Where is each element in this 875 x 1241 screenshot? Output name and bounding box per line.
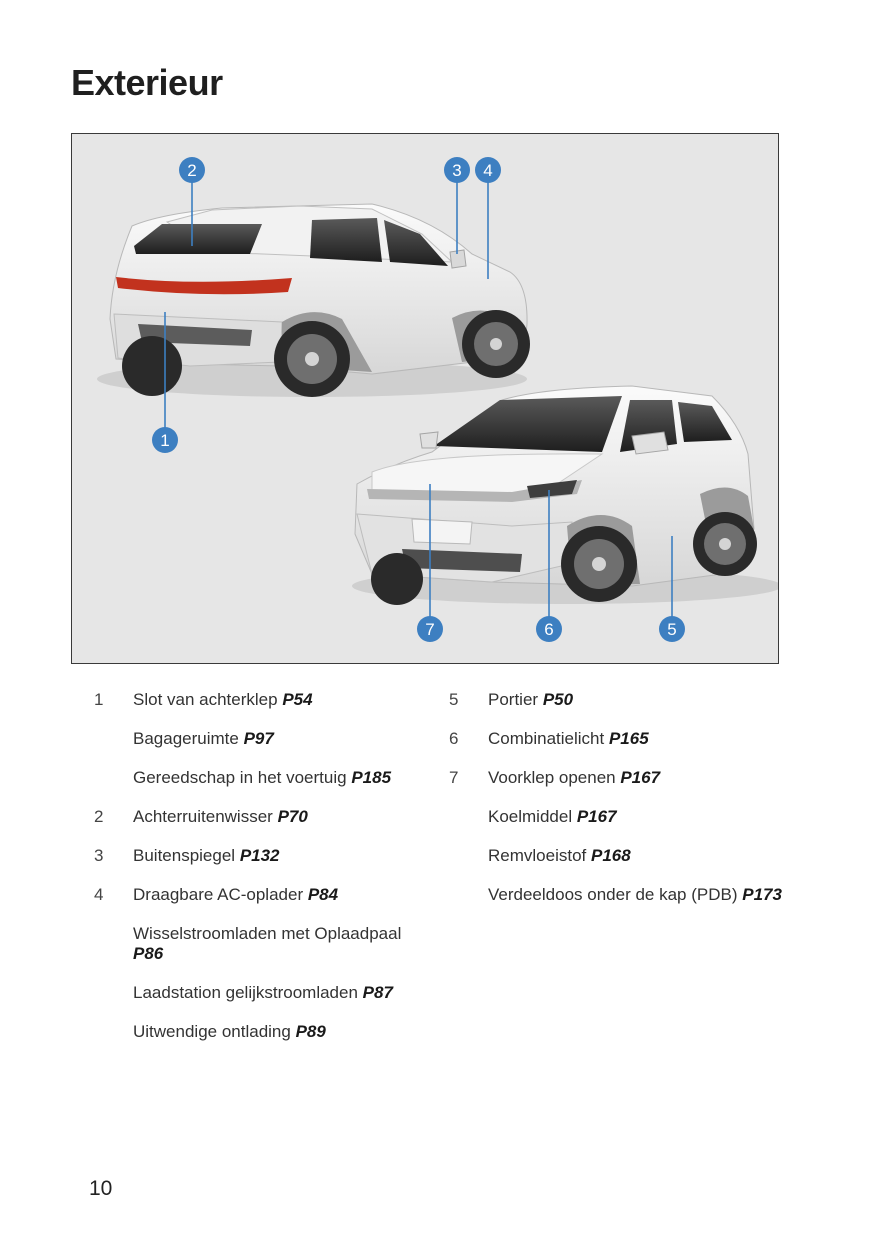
legend-item [94,729,424,768]
page-reference-link[interactable]: P167 [620,768,661,787]
legend-number [94,983,133,1022]
legend-text: Buitenspiegel [133,846,236,865]
legend-number: 6 [449,729,459,748]
page-reference-link[interactable]: P185 [351,768,392,787]
car-illustration [72,134,779,664]
callout-5-label: 5 [667,620,677,639]
page-reference-link[interactable]: P84 [307,885,339,904]
page-reference-link[interactable]: P168 [591,846,631,865]
legend-item [94,983,424,1022]
legend-text: Wisselstroomladen met Oplaadpaal [133,924,402,943]
legend-item [449,690,789,729]
callout-6-label: 6 [544,620,554,639]
legend-number: 5 [449,690,459,709]
callout-3-label: 3 [452,161,462,180]
legend-item [449,885,789,924]
page-reference-link[interactable]: P173 [742,885,782,904]
callout-4 [475,157,501,183]
legend-item [94,846,424,885]
callout-2 [179,157,205,183]
legend-number [94,768,133,807]
legend-number [449,846,488,885]
page-reference-link[interactable]: P89 [295,1022,326,1041]
callout-3 [444,157,470,183]
page-reference-link[interactable]: P87 [362,983,393,1002]
callout-6 [536,616,562,642]
legend-number: 1 [94,690,104,709]
legend-number [94,924,133,983]
legend-text: Slot van achterklep [133,690,278,709]
legend-item [94,807,424,846]
page-reference-link[interactable]: P167 [576,807,617,826]
legend-item [449,846,789,885]
legend-text: Voorklep openen [488,768,616,787]
legend-number: 2 [94,807,104,826]
rear-car-illustration [97,204,530,397]
callout-7-label: 7 [425,620,435,639]
legend-text: Portier [488,690,539,709]
legend-text: Achterruitenwisser [133,807,273,826]
legend-number [94,1022,133,1061]
legend-text: Remvloeistof [488,846,587,865]
legend-text: Gereedschap in het voertuig [133,768,347,787]
legend-item [94,924,424,983]
page-reference-link[interactable]: P165 [608,729,649,748]
legend-text: Bagageruimte [133,729,239,748]
legend-item [94,690,424,729]
callout-5 [659,616,685,642]
legend-item [449,729,789,768]
legend-item [449,807,789,846]
legend-number [449,807,488,846]
legend-text: Uitwendige ontlading [133,1022,291,1041]
page-reference-link[interactable]: P86 [133,944,164,963]
page-reference-link[interactable]: P50 [542,690,574,709]
legend-text: Verdeeldoos onder de kap (PDB) [488,885,738,904]
page-reference-link[interactable]: P132 [239,846,280,865]
legend-number [449,885,488,924]
legend-left-column [94,690,424,1061]
legend-number: 4 [94,885,104,904]
page-reference-link[interactable]: P54 [282,690,313,709]
callout-7 [417,616,443,642]
page-reference-link[interactable]: P70 [277,807,308,826]
page-number: 10 [89,1177,113,1200]
legend-item [94,1022,424,1061]
legend-text: Koelmiddel [488,807,573,826]
callout-2-label: 2 [187,161,197,180]
legend-item [94,768,424,807]
legend-right-column [449,690,789,924]
callout-4-label: 4 [483,161,493,180]
legend-number: 3 [94,846,104,865]
legend-text: Draagbare AC-oplader [133,885,304,904]
callout-1-label: 1 [160,431,170,450]
legend-number: 7 [449,768,459,787]
legend-item [449,768,789,807]
front-car-illustration [352,386,779,605]
car-exterior-figure [71,133,779,664]
legend-text: Combinatielicht [488,729,605,748]
page-title: Exterieur [71,62,223,103]
callout-1 [152,427,178,453]
legend-number [94,729,133,768]
legend-item [94,885,424,924]
legend-text: Laadstation gelijkstroomladen [133,983,358,1002]
page-reference-link[interactable]: P97 [243,729,274,748]
